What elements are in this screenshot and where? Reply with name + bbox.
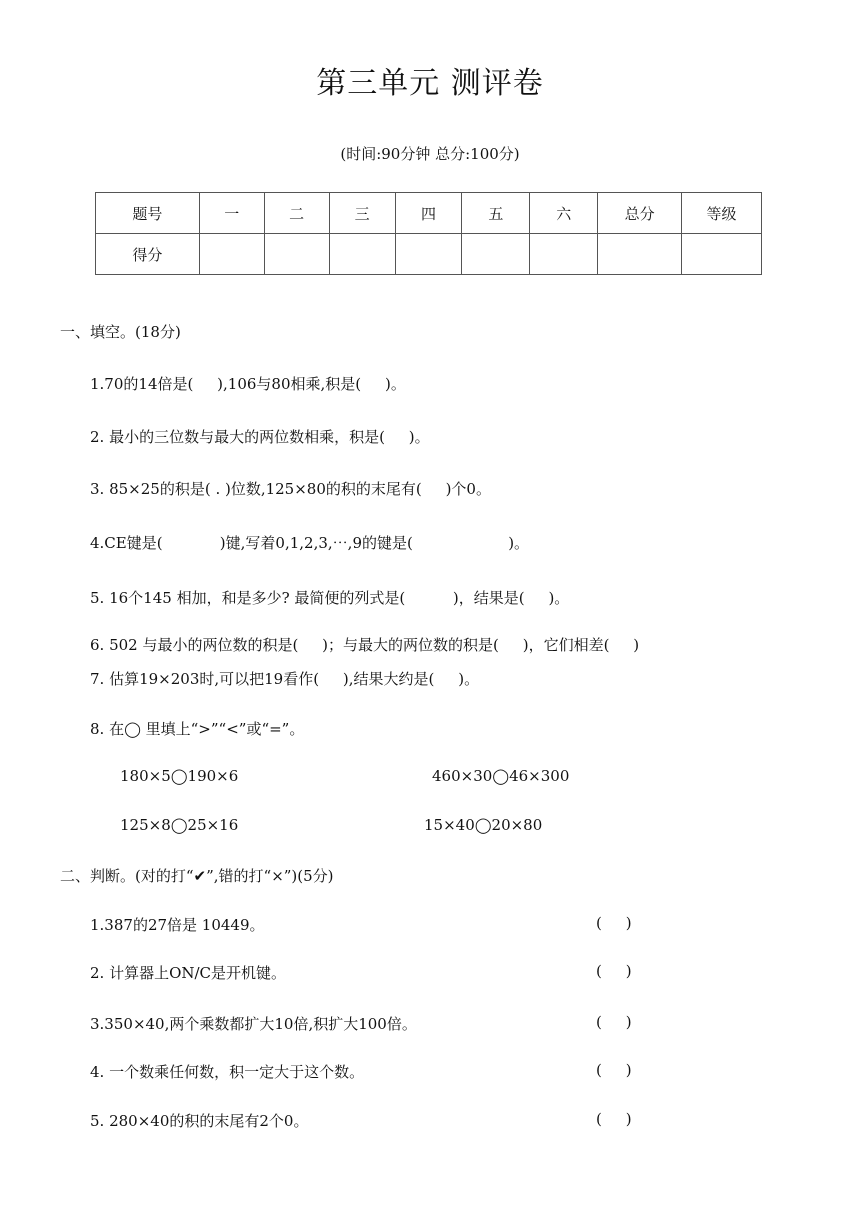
- judge-question-3: 3.350×40,两个乘数都扩大10倍,积扩大100倍。: [90, 1015, 417, 1033]
- fill-question-7: 7. 估算19×203时,可以把19看作( ),结果大约是( )。: [90, 670, 480, 688]
- score-table-header-row: [96, 193, 762, 234]
- score-cell[interactable]: [530, 234, 598, 275]
- judge-question-1: 1.387的27倍是 10449。: [90, 916, 265, 934]
- score-cell[interactable]: [682, 234, 762, 275]
- comparison-item: 125×8◯25×16: [120, 816, 239, 834]
- score-table: [95, 192, 762, 275]
- header-cell: 四: [395, 193, 462, 234]
- header-cell: 二: [264, 193, 329, 234]
- header-cell: 总分: [598, 193, 682, 234]
- fill-question-3: 3. 85×25的积是( . )位数,125×80的积的末尾有( )个0。: [90, 480, 491, 498]
- judge-question-4: 4. 一个数乘任何数，积一定大于这个数。: [90, 1063, 365, 1081]
- comparison-item: 15×40◯20×80: [424, 816, 543, 834]
- header-cell: 三: [329, 193, 395, 234]
- score-cell[interactable]: [329, 234, 395, 275]
- exam-info: (时间:90分钟 总分:100分): [340, 145, 520, 163]
- score-cell[interactable]: [264, 234, 329, 275]
- answer-paren[interactable]: ( ): [596, 1061, 632, 1079]
- answer-paren[interactable]: ( ): [596, 962, 632, 980]
- answer-paren[interactable]: ( ): [596, 1110, 632, 1128]
- header-cell: 五: [462, 193, 530, 234]
- comparison-item: 180×5◯190×6: [120, 767, 239, 785]
- page-title: 第三单元 测评卷: [316, 66, 544, 101]
- judge-question-2: 2. 计算器上ON/C是开机键。: [90, 964, 287, 982]
- header-cell: 题号: [96, 193, 200, 234]
- answer-paren[interactable]: ( ): [596, 1013, 632, 1031]
- fill-question-2: 2. 最小的三位数与最大的两位数相乘，积是( )。: [90, 428, 430, 446]
- header-cell: 一: [199, 193, 264, 234]
- section2-heading: 二、判断。(对的打“✔”,错的打“×”)(5分): [60, 867, 334, 885]
- fill-question-5: 5. 16个145 相加，和是多少? 最简便的列式是( )，结果是( )。: [90, 589, 570, 607]
- score-cell[interactable]: [199, 234, 264, 275]
- fill-question-8: 8. 在◯ 里填上“>”“<”或“=”。: [90, 720, 305, 738]
- score-cell[interactable]: [395, 234, 462, 275]
- score-cell[interactable]: [462, 234, 530, 275]
- score-table-score-row: [96, 234, 762, 275]
- score-cell[interactable]: [598, 234, 682, 275]
- comparison-item: 460×30◯46×300: [432, 767, 570, 785]
- fill-question-4: 4.CE键是( )键,写着0,1,2,3,⋯,9的键是( )。: [90, 534, 530, 552]
- score-row-label: 得分: [96, 234, 200, 275]
- header-cell: 等级: [682, 193, 762, 234]
- section1-heading: 一、填空。(18分): [60, 323, 181, 341]
- answer-paren[interactable]: ( ): [596, 914, 632, 932]
- judge-question-5: 5. 280×40的积的末尾有2个0。: [90, 1112, 309, 1130]
- fill-question-1: 1.70的14倍是( ),106与80相乘,积是( )。: [90, 375, 406, 393]
- header-cell: 六: [530, 193, 598, 234]
- fill-question-6: 6. 502 与最小的两位数的积是( )；与最大的两位数的积是( )，它们相差( ): [90, 636, 640, 654]
